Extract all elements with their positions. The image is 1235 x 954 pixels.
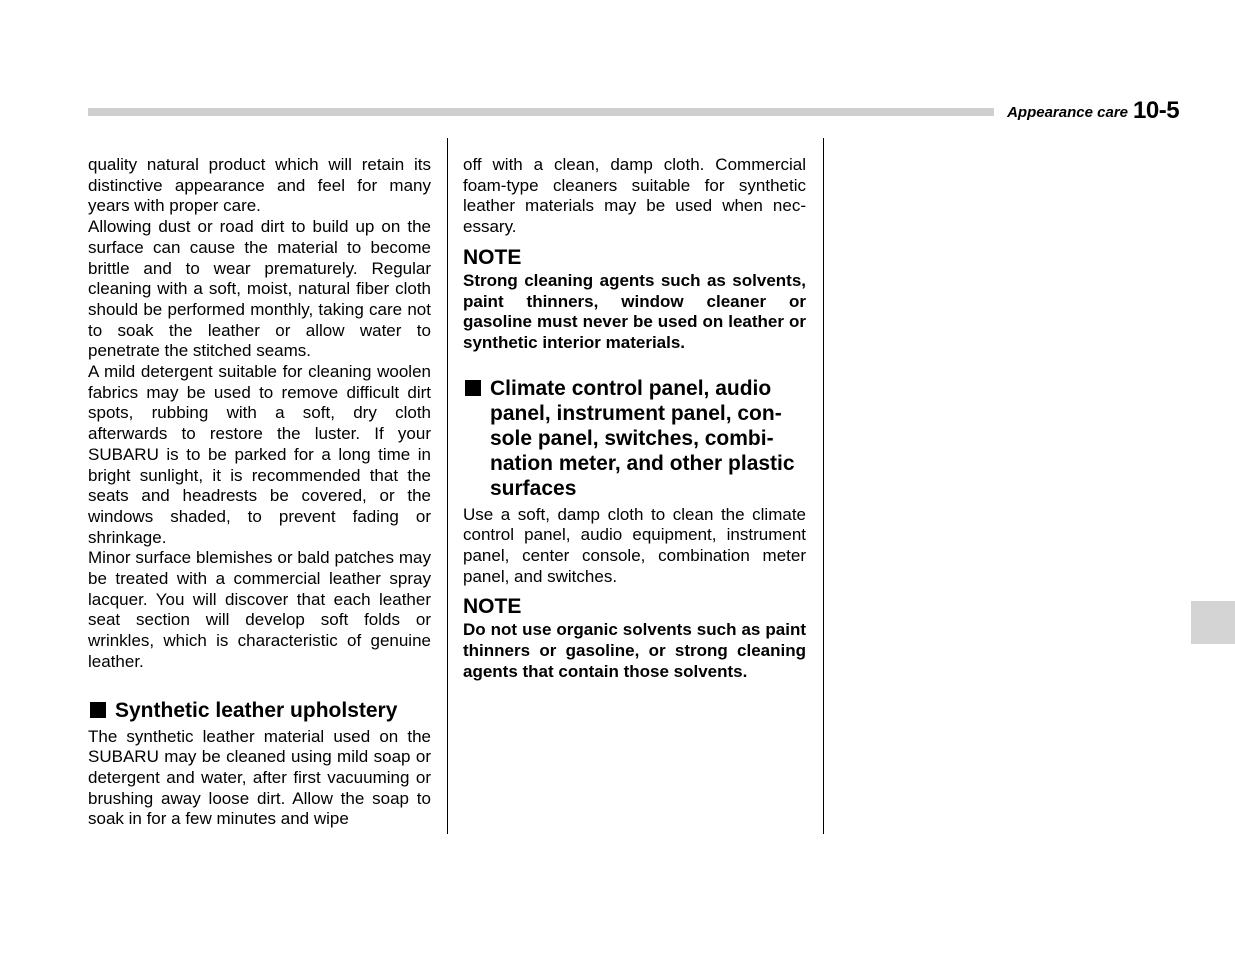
section-title: Appearance care bbox=[1007, 104, 1128, 121]
header-rule bbox=[88, 108, 994, 116]
section-heading bbox=[88, 698, 431, 723]
page-number: 10-5 bbox=[1133, 97, 1180, 124]
column-divider-right bbox=[823, 138, 824, 834]
section-heading-text: Climate control panel, audio panel, instrument panel, console panel, switches, combination meter, and other plastic surfaces bbox=[490, 376, 795, 500]
paragraph: Use a soft, damp cloth to clean the climate control panel, audio equipment, instrument panel, center console, combination meter panel, and switches. bbox=[463, 504, 806, 586]
paragraph: The synthetic leather material used on the SUBARU may be cleaned using mild soap or detergent and water, after first vacuuming or brushing away loose dirt. Allow the soap to soak in for a few minutes and wipe bbox=[88, 726, 431, 829]
note-body: Do not use organic solvents such as paint thinners or gasoline, or strong cleaning agents that contain those solvents. bbox=[463, 620, 806, 681]
section-heading-text: Synthetic leather upholstery bbox=[115, 698, 398, 722]
paragraph: A mild detergent suitable for cleaning woolen fabrics may be used to remove difficult dirt spots, rubbing with a soft, dry cloth afterwards to restore the luster. If your SUBARU is to be parked for a long time in bright sunlight, it is recommended that the seats and headrests be covered, or the windows shaded, to prevent fading or shrinkage. bbox=[88, 362, 431, 547]
paragraph: Minor surface blemishes or bald patches may be treated with a commercial leather spray lacquer. You will discover that each leather seat section will develop soft folds or wrinkles, which is characteristic of genuine leather. bbox=[88, 548, 431, 671]
square-bullet-icon bbox=[465, 380, 481, 396]
paragraph: off with a clean, damp cloth. Commercial foam-type cleaners suitable for synthetic leather materials may be used when necessary. bbox=[463, 155, 806, 237]
note-title: NOTE bbox=[463, 245, 522, 269]
square-bullet-icon bbox=[90, 702, 106, 718]
column-divider-left bbox=[447, 138, 448, 834]
note-body: Strong cleaning agents such as solvents, paint thinners, window cleaner or gasoline must never be used on leather or synthetic interior materials. bbox=[463, 270, 806, 352]
text-column-1 bbox=[88, 155, 431, 830]
section-heading bbox=[463, 376, 806, 501]
note-title: NOTE bbox=[463, 595, 522, 619]
paragraph: Allowing dust or road dirt to build up on the surface can cause the material to become brittle and to wear prematurely. Regular cleaning with a soft, moist, natural fiber cloth should be performed monthly, taking care not to soak the leather or allow water to penetrate the stitched seams. bbox=[88, 217, 431, 361]
text-column-2 bbox=[463, 155, 806, 683]
chapter-tab bbox=[1191, 601, 1235, 644]
paragraph: quality natural product which will retain its distinctive appearance and feel for many years with proper care. bbox=[88, 155, 431, 216]
